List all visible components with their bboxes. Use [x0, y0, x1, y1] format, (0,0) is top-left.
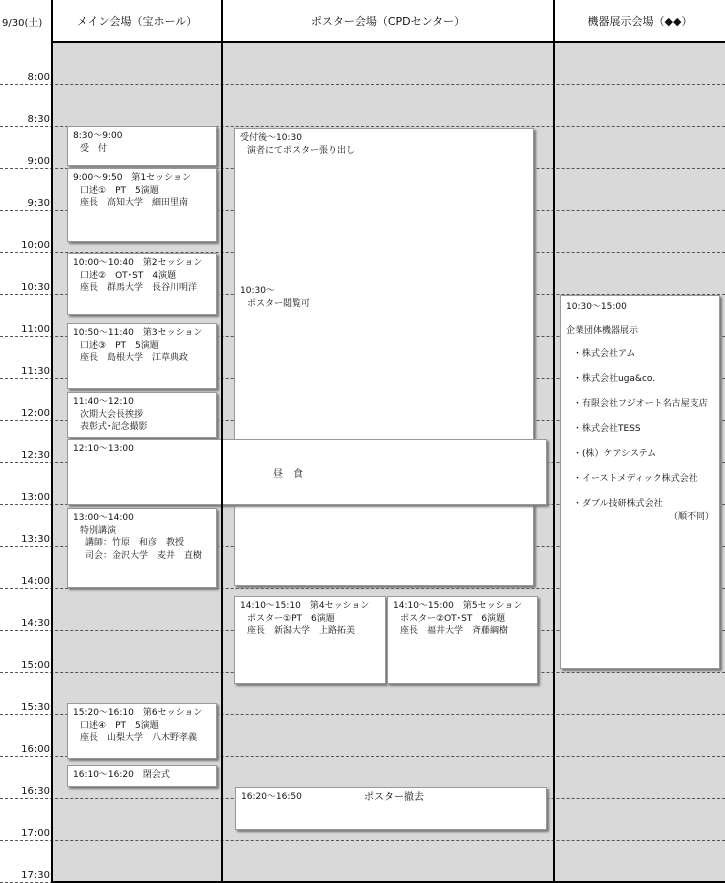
time-label: 11:00 — [21, 324, 50, 335]
event-session-6: 15:20～16:10 第6セッション 口述④ PT 5演題 座長 山梨大学 八木野孝義 — [67, 703, 217, 759]
time-label: 17:00 — [21, 828, 50, 839]
exhibitor-list — [566, 348, 714, 511]
time-label: 16:00 — [21, 744, 50, 755]
exhibitor-note: （順不同） — [668, 511, 714, 522]
time-label: 12:00 — [21, 408, 50, 419]
time-label: 17:30 — [21, 870, 50, 881]
exhibitor-item: ・有限会社フジオート名古屋支店 — [573, 399, 708, 409]
lunch-label: 昼 食 — [273, 469, 303, 480]
event-poster-setup: 受付後～10:30 演者にてポスター張り出し 10:30～ ポスター閲覧可 — [234, 128, 534, 586]
exhibitor-item: ・株式会社uga&co. — [573, 374, 656, 384]
exhibit-hall-header: 機器展示会場（◆◆） — [555, 0, 725, 41]
time-label: 15:00 — [21, 660, 50, 671]
border-poster-exhibit — [553, 0, 555, 883]
exhibitor-item: ・株式会社TESS — [573, 424, 641, 434]
event-session-1: 9:00～9:50 第1セッション 口述① PT 5演題 座長 高知大学 細田里南 — [67, 168, 217, 242]
exhibitor-item: ・株式会社アム — [573, 349, 636, 359]
time-label: 14:00 — [21, 576, 50, 587]
time-label: 15:30 — [21, 702, 50, 713]
event-session-2: 10:00～10:40 第2セッション 口述② OT･ST 4演題 座長 群馬大学 長谷川明洋 — [67, 253, 217, 315]
main-hall-header: メイン会場（宝ホール） — [53, 0, 221, 41]
event-session-3: 10:50～11:40 第3セッション 口述③ PT 5演題 座長 島根大学 江草典政 — [67, 323, 217, 389]
event-lunch: 12:10～13:00 昼 食 — [67, 439, 547, 505]
exhibitor-item: ・(株）ケアシステム — [573, 449, 657, 459]
time-label: 9:30 — [27, 198, 50, 209]
time-label: 11:30 — [21, 366, 50, 377]
time-label: 10:30 — [21, 282, 50, 293]
exhibitor-item: ・ダブル技研株式会社 — [573, 499, 663, 509]
grid-line — [0, 840, 725, 841]
grid-line — [0, 84, 725, 85]
event-session-5: 14:10～15:00 第5セッション ポスター②OT･ST 6演題 座長 福井大学 斉藤綱樹 — [387, 596, 538, 684]
event-exhibit: 10:30～15:00 企業団体機器展示 ・株式会社アム ・株式会社uga&co. ・有限会社フジオート名古屋支店 ・株式会社TESS ・(株）ケアシステム ・イーストメディック株式会社 ・ダブル技研株式会社 （順不同） — [560, 295, 720, 669]
time-label: 8:30 — [27, 114, 50, 125]
poster-removal-label: ポスター撤去 — [364, 792, 424, 803]
time-label: 9:00 — [27, 156, 50, 167]
poster-hall-header: ポスター会場（CPDセンター） — [223, 0, 553, 41]
exhibitor-item: ・イーストメディック株式会社 — [573, 474, 698, 484]
time-label: 13:00 — [21, 492, 50, 503]
time-label: 13:30 — [21, 534, 50, 545]
border-main-poster — [221, 0, 223, 883]
event-poster-removal: 16:20～16:50 ポスター撤去 — [235, 787, 547, 830]
time-label: 8:00 — [27, 72, 50, 83]
event-reception: 8:30～9:00 受 付 — [67, 126, 217, 166]
event-lecture: 13:00～14:00 特別講演 講師：竹原 和彦 教授 司会：金沢大学 麦井 直樹 — [67, 508, 217, 588]
border-left — [51, 0, 53, 883]
time-label: 10:00 — [21, 240, 50, 251]
event-session-4: 14:10～15:10 第4セッション ポスター①PT 6演題 座長 新潟大学 上路拓美 — [234, 596, 386, 684]
time-label: 12:30 — [21, 450, 50, 461]
event-greeting: 11:40～12:10 次期大会長挨拶 表彰式･記念撮影 — [67, 392, 217, 438]
time-label: 14:30 — [21, 618, 50, 629]
time-label: 16:30 — [21, 786, 50, 797]
schedule-date: 9/30(土) — [2, 18, 43, 29]
event-closing: 16:10～16:20 閉会式 — [67, 765, 217, 787]
header-bottom-line — [51, 41, 725, 43]
